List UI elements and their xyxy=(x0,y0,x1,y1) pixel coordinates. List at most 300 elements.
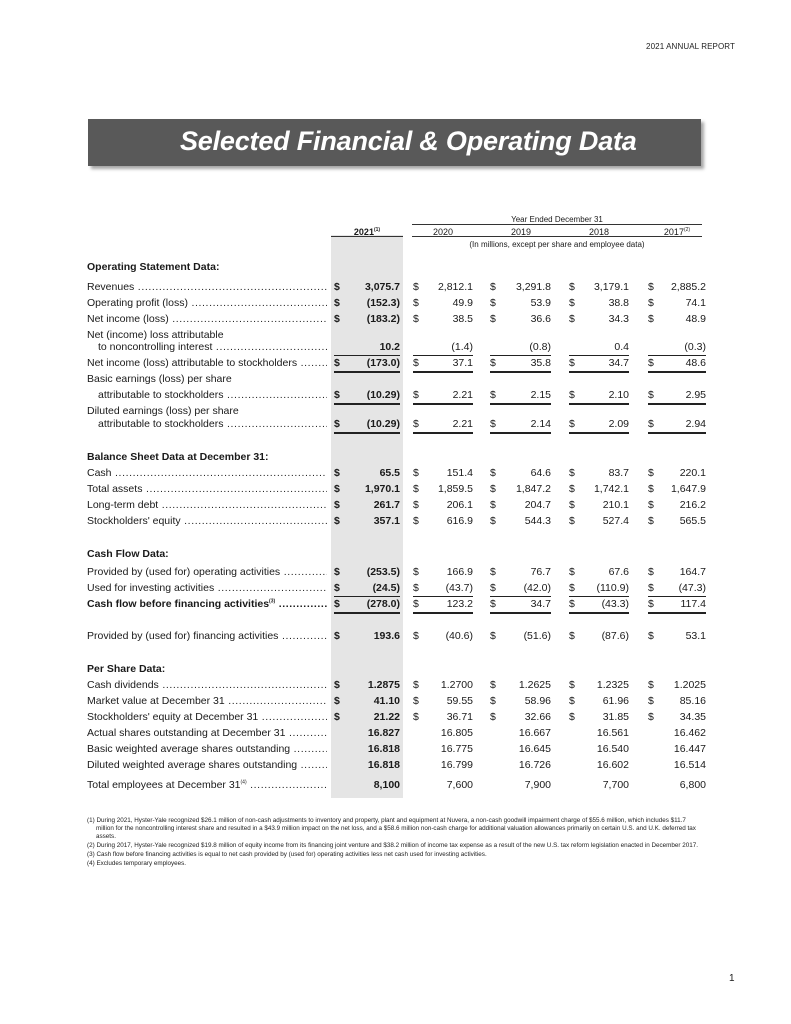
currency-symbol: $ xyxy=(569,630,575,642)
cell-value: (10.29) xyxy=(366,389,400,401)
value-cell-2017 xyxy=(648,759,706,773)
row-label xyxy=(87,329,327,341)
cell-value: 1,847.2 xyxy=(515,483,551,495)
cell-value: 16.447 xyxy=(673,743,706,755)
value-cell-2020 xyxy=(413,515,473,529)
table-row xyxy=(0,679,791,693)
value-cell-2021 xyxy=(334,357,400,373)
value-cell-2017 xyxy=(648,743,706,757)
currency-symbol: $ xyxy=(569,357,575,369)
header-underline-2021 xyxy=(331,236,403,237)
currency-symbol: $ xyxy=(413,281,419,293)
value-cell-2020 xyxy=(413,297,473,311)
currency-symbol: $ xyxy=(569,281,575,293)
footnote-1: (1) During 2021, Hyster-Yale recognized $26.1 million of non-cash adjustments to inventory and property, plant and equipment at Nuvera, a non-cash goodwill impairment charge of $55.6 million, which includes $11.7 million for the noncontrolling interest share and resulted in a $43.9 million impact on the net loss, and a $58.6 million non-cash charge for additional valuation allowances primarily on certain U.S. and U.K. deferred tax assets. xyxy=(87,817,696,840)
cell-value: 527.4 xyxy=(602,515,629,527)
value-cell-2021 xyxy=(334,467,400,481)
section-heading xyxy=(87,261,387,273)
cell-value: 151.4 xyxy=(446,467,473,479)
table-row xyxy=(0,582,791,596)
currency-symbol: $ xyxy=(334,566,340,578)
currency-symbol: $ xyxy=(490,711,496,723)
row-label xyxy=(98,341,327,353)
cell-value: 210.1 xyxy=(602,499,629,511)
value-cell-2019 xyxy=(490,389,551,405)
report-header-label: 2021 ANNUAL REPORT xyxy=(646,42,735,51)
value-cell-2019 xyxy=(490,515,551,529)
value-cell-2018 xyxy=(569,679,629,693)
currency-symbol: $ xyxy=(334,515,340,527)
value-cell-2018 xyxy=(569,779,629,793)
value-cell-2020 xyxy=(413,281,473,295)
currency-symbol: $ xyxy=(413,515,419,527)
cell-value: 85.16 xyxy=(679,695,706,707)
value-cell-2018 xyxy=(569,711,629,725)
currency-symbol: $ xyxy=(490,499,496,511)
value-cell-2019 xyxy=(490,779,551,793)
section-heading-row xyxy=(0,261,791,275)
value-cell-2020 xyxy=(413,389,473,405)
row-label xyxy=(87,630,327,642)
cell-value: 16.561 xyxy=(596,727,629,739)
table-row xyxy=(0,467,791,481)
currency-symbol: $ xyxy=(648,483,654,495)
value-cell-2021 xyxy=(334,515,400,529)
row-label-text: Total assets xyxy=(87,483,143,495)
value-cell-2021 xyxy=(334,389,400,405)
cell-value: 37.1 xyxy=(452,357,473,369)
cell-value: 59.55 xyxy=(446,695,473,707)
footnote-4: (4) Excludes temporary employees. xyxy=(87,860,187,867)
cell-value: 3,179.1 xyxy=(593,281,629,293)
currency-symbol: $ xyxy=(648,630,654,642)
value-cell-2020 xyxy=(413,695,473,709)
cell-value: 7,900 xyxy=(524,779,551,791)
cell-value: (152.3) xyxy=(366,297,400,309)
units-note: (In millions, except per share and employee data) xyxy=(469,240,645,249)
table-row xyxy=(0,405,791,419)
cell-value: 48.9 xyxy=(685,313,706,325)
currency-symbol: $ xyxy=(490,297,496,309)
cell-value: (253.5) xyxy=(366,566,400,578)
currency-symbol: $ xyxy=(334,711,340,723)
cell-value: 1,647.9 xyxy=(670,483,706,495)
cell-value: 565.5 xyxy=(679,515,706,527)
currency-symbol: $ xyxy=(490,566,496,578)
cell-value: 1.2700 xyxy=(440,679,473,691)
currency-symbol: $ xyxy=(490,630,496,642)
value-cell-2020 xyxy=(413,727,473,741)
currency-symbol: $ xyxy=(569,499,575,511)
cell-value: 216.2 xyxy=(679,499,706,511)
year-header-2017: 2017$^{(2)}$ xyxy=(663,227,691,237)
row-label xyxy=(87,727,327,739)
cell-value: 0.4 xyxy=(614,341,629,353)
cell-value: (42.0) xyxy=(523,582,551,594)
value-cell-2020 xyxy=(413,499,473,513)
value-cell-2017 xyxy=(648,297,706,311)
currency-symbol: $ xyxy=(413,499,419,511)
cell-value: 64.6 xyxy=(530,467,551,479)
currency-symbol: $ xyxy=(569,467,575,479)
year-header-2020: 2020 xyxy=(432,227,454,237)
row-label-text: Balance Sheet Data at December 31: xyxy=(87,451,269,463)
cell-value: 616.9 xyxy=(446,515,473,527)
value-cell-2017 xyxy=(648,281,706,295)
row-label xyxy=(87,582,327,594)
currency-symbol: $ xyxy=(334,679,340,691)
row-label xyxy=(87,679,327,691)
cell-value: 16.667 xyxy=(518,727,551,739)
currency-symbol: $ xyxy=(569,598,575,610)
value-cell-2021 xyxy=(334,711,400,725)
cell-value: 6,800 xyxy=(679,779,706,791)
cell-value: 1,859.5 xyxy=(437,483,473,495)
cell-value: (43.7) xyxy=(445,582,473,594)
row-label-text: Provided by (used for) financing activities xyxy=(87,630,279,642)
row-label xyxy=(87,566,327,578)
value-cell-2019 xyxy=(490,679,551,693)
currency-symbol: $ xyxy=(648,499,654,511)
currency-symbol: $ xyxy=(569,695,575,707)
currency-symbol: $ xyxy=(648,598,654,610)
currency-symbol: $ xyxy=(490,313,496,325)
section-heading-row xyxy=(0,451,791,465)
value-cell-2017 xyxy=(648,727,706,741)
table-row xyxy=(0,297,791,311)
cell-value: 204.7 xyxy=(524,499,551,511)
value-cell-2020 xyxy=(413,598,473,614)
cell-value: 2.94 xyxy=(685,418,706,430)
cell-value: 206.1 xyxy=(446,499,473,511)
currency-symbol: $ xyxy=(334,598,340,610)
value-cell-2019 xyxy=(490,467,551,481)
row-label xyxy=(87,598,327,610)
value-cell-2020 xyxy=(413,679,473,693)
cell-value: 38.5 xyxy=(452,313,473,325)
currency-symbol: $ xyxy=(413,695,419,707)
cell-value: 74.1 xyxy=(685,297,706,309)
value-cell-2020 xyxy=(413,418,473,434)
cell-value: 261.7 xyxy=(373,499,400,511)
table-row xyxy=(0,630,791,644)
value-cell-2021 xyxy=(334,727,400,741)
section-heading-row xyxy=(0,548,791,562)
cell-value: 220.1 xyxy=(679,467,706,479)
currency-symbol: $ xyxy=(490,679,496,691)
row-label xyxy=(87,515,327,527)
row-label-text: Provided by (used for) operating activities xyxy=(87,566,281,578)
currency-symbol: $ xyxy=(490,389,496,401)
table-row xyxy=(0,711,791,725)
row-label-text: Cash dividends xyxy=(87,679,159,691)
cell-value: 83.7 xyxy=(608,467,629,479)
row-label xyxy=(87,743,327,755)
table-row xyxy=(0,418,791,432)
cell-value: (47.3) xyxy=(678,582,706,594)
cell-value: 16.827 xyxy=(367,727,400,739)
value-cell-2021 xyxy=(334,630,400,644)
currency-symbol: $ xyxy=(648,679,654,691)
cell-value: 16.514 xyxy=(673,759,706,771)
table-row xyxy=(0,357,791,371)
cell-value: 16.775 xyxy=(440,743,473,755)
currency-symbol: $ xyxy=(569,582,575,594)
cell-value: (0.3) xyxy=(684,341,706,353)
cell-value: 3,291.8 xyxy=(515,281,551,293)
cell-value: (40.6) xyxy=(445,630,473,642)
currency-symbol: $ xyxy=(413,467,419,479)
currency-symbol: $ xyxy=(334,467,340,479)
currency-symbol: $ xyxy=(648,313,654,325)
row-label-text: Operating Statement Data: xyxy=(87,261,220,273)
currency-symbol: $ xyxy=(413,582,419,594)
cell-value: 16.818 xyxy=(367,743,400,755)
currency-symbol: $ xyxy=(334,297,340,309)
currency-symbol: $ xyxy=(413,357,419,369)
value-cell-2017 xyxy=(648,357,706,373)
cell-value: 2.09 xyxy=(608,418,629,430)
row-label xyxy=(87,467,327,479)
value-cell-2021 xyxy=(334,679,400,693)
value-cell-2019 xyxy=(490,313,551,327)
value-cell-2020 xyxy=(413,483,473,497)
row-label-text: Stockholders' equity at December 31 xyxy=(87,711,259,723)
row-label-text: Total employees at December 31 xyxy=(87,779,241,791)
value-cell-2020 xyxy=(413,341,473,356)
value-cell-2019 xyxy=(490,598,551,614)
value-cell-2018 xyxy=(569,389,629,405)
value-cell-2019 xyxy=(490,582,551,597)
currency-symbol: $ xyxy=(490,515,496,527)
cell-value: (183.2) xyxy=(366,313,400,325)
value-cell-2021 xyxy=(334,598,400,614)
value-cell-2020 xyxy=(413,779,473,793)
value-cell-2018 xyxy=(569,727,629,741)
cell-value: 35.8 xyxy=(530,357,551,369)
value-cell-2019 xyxy=(490,566,551,580)
value-cell-2019 xyxy=(490,695,551,709)
row-label xyxy=(87,483,327,495)
cell-value: 53.9 xyxy=(530,297,551,309)
value-cell-2021 xyxy=(334,281,400,295)
currency-symbol: $ xyxy=(569,483,575,495)
row-label-text: to noncontrolling interest xyxy=(98,341,213,353)
cell-value: (10.29) xyxy=(366,418,400,430)
currency-symbol: $ xyxy=(334,281,340,293)
cell-value: 21.22 xyxy=(373,711,400,723)
currency-symbol: $ xyxy=(490,483,496,495)
row-label xyxy=(87,405,327,417)
table-row xyxy=(0,281,791,295)
currency-symbol: $ xyxy=(413,711,419,723)
cell-value: 8,100 xyxy=(373,779,400,791)
currency-symbol: $ xyxy=(648,281,654,293)
value-cell-2021 xyxy=(334,483,400,497)
currency-symbol: $ xyxy=(490,467,496,479)
currency-symbol: $ xyxy=(334,582,340,594)
cell-value: 2,812.1 xyxy=(437,281,473,293)
currency-symbol: $ xyxy=(569,711,575,723)
row-label-text: Per Share Data: xyxy=(87,663,166,675)
value-cell-2020 xyxy=(413,313,473,327)
group-underline xyxy=(412,224,702,225)
value-cell-2018 xyxy=(569,418,629,434)
currency-symbol: $ xyxy=(334,499,340,511)
year-header-2021: 2021$^{(1)}$ xyxy=(353,227,381,237)
table-row xyxy=(0,373,791,387)
row-label-text: Used for investing activities xyxy=(87,582,215,594)
cell-value: 1.2625 xyxy=(518,679,551,691)
row-label xyxy=(87,281,327,293)
value-cell-2020 xyxy=(413,467,473,481)
cell-value: (51.6) xyxy=(523,630,551,642)
value-cell-2018 xyxy=(569,297,629,311)
currency-symbol: $ xyxy=(334,313,340,325)
section-heading xyxy=(87,548,387,560)
value-cell-2021 xyxy=(334,297,400,311)
cell-value: 16.805 xyxy=(440,727,473,739)
value-cell-2020 xyxy=(413,582,473,597)
currency-symbol: $ xyxy=(648,515,654,527)
footnotes xyxy=(87,817,702,869)
cell-value: 164.7 xyxy=(679,566,706,578)
value-cell-2017 xyxy=(648,418,706,434)
cell-value: 2.21 xyxy=(452,418,473,430)
cell-value: (278.0) xyxy=(366,598,400,610)
row-label-text: Diluted weighted average shares outstanding xyxy=(87,759,298,771)
row-label xyxy=(98,418,327,430)
currency-symbol: $ xyxy=(413,598,419,610)
row-label xyxy=(87,297,327,309)
row-label xyxy=(87,711,327,723)
cell-value: 34.7 xyxy=(608,357,629,369)
title-banner xyxy=(88,119,701,166)
table-row xyxy=(0,341,791,355)
value-cell-2020 xyxy=(413,630,473,644)
currency-symbol: $ xyxy=(413,418,419,430)
currency-symbol: $ xyxy=(334,389,340,401)
currency-symbol: $ xyxy=(413,679,419,691)
currency-symbol: $ xyxy=(490,281,496,293)
cell-value: 32.66 xyxy=(524,711,551,723)
currency-symbol: $ xyxy=(490,695,496,707)
table-row xyxy=(0,499,791,513)
value-cell-2019 xyxy=(490,711,551,725)
cell-value: 1,742.1 xyxy=(593,483,629,495)
cell-value: 1.2325 xyxy=(596,679,629,691)
value-cell-2017 xyxy=(648,515,706,529)
value-cell-2020 xyxy=(413,357,473,373)
value-cell-2017 xyxy=(648,499,706,513)
row-label-text: Net income (loss) xyxy=(87,313,169,325)
value-cell-2019 xyxy=(490,483,551,497)
currency-symbol: $ xyxy=(569,679,575,691)
value-cell-2021 xyxy=(334,779,400,793)
currency-symbol: $ xyxy=(648,418,654,430)
value-cell-2017 xyxy=(648,598,706,614)
value-cell-2017 xyxy=(648,630,706,644)
cell-value: 2.14 xyxy=(530,418,551,430)
cell-value: 34.3 xyxy=(608,313,629,325)
cell-value: 53.1 xyxy=(685,630,706,642)
row-label-text: Diluted earnings (loss) per share xyxy=(87,405,239,417)
value-cell-2017 xyxy=(648,483,706,497)
currency-symbol: $ xyxy=(569,389,575,401)
row-label-text: Basic earnings (loss) per share xyxy=(87,373,232,385)
currency-symbol: $ xyxy=(413,630,419,642)
value-cell-2020 xyxy=(413,711,473,725)
value-cell-2019 xyxy=(490,418,551,434)
currency-symbol: $ xyxy=(648,389,654,401)
cell-value: 1.2875 xyxy=(367,679,400,691)
value-cell-2021 xyxy=(334,418,400,434)
table-row xyxy=(0,598,791,612)
section-heading xyxy=(87,663,387,675)
value-cell-2020 xyxy=(413,743,473,757)
value-cell-2018 xyxy=(569,695,629,709)
value-cell-2018 xyxy=(569,582,629,597)
row-label-text: attributable to stockholders xyxy=(98,389,224,401)
row-label-text: Net income (loss) attributable to stockholders xyxy=(87,357,298,369)
value-cell-2017 xyxy=(648,695,706,709)
value-cell-2021 xyxy=(334,695,400,709)
cell-value: (173.0) xyxy=(366,357,400,369)
value-cell-2018 xyxy=(569,743,629,757)
value-cell-2018 xyxy=(569,281,629,295)
value-cell-2021 xyxy=(334,743,400,757)
table-row xyxy=(0,566,791,580)
row-label-text: Revenues xyxy=(87,281,135,293)
cell-value: 16.799 xyxy=(440,759,473,771)
cell-value: 31.85 xyxy=(602,711,629,723)
table-row xyxy=(0,779,791,793)
cell-value: (24.5) xyxy=(372,582,400,594)
cell-value: 1.2025 xyxy=(673,679,706,691)
row-label-text: Cash Flow Data: xyxy=(87,548,169,560)
value-cell-2019 xyxy=(490,341,551,356)
header-underline-years xyxy=(412,236,702,237)
row-label xyxy=(87,357,327,369)
value-cell-2018 xyxy=(569,483,629,497)
value-cell-2017 xyxy=(648,341,706,356)
row-label-text: Long-term debt xyxy=(87,499,159,511)
currency-symbol: $ xyxy=(569,566,575,578)
value-cell-2017 xyxy=(648,566,706,580)
table-row xyxy=(0,313,791,327)
row-label-text: Cash flow before financing activities xyxy=(87,598,270,610)
row-label-text: Operating profit (loss) xyxy=(87,297,188,309)
cell-value: (0.8) xyxy=(529,341,551,353)
value-cell-2019 xyxy=(490,759,551,773)
cell-value: 58.96 xyxy=(524,695,551,707)
currency-symbol: $ xyxy=(334,695,340,707)
currency-symbol: $ xyxy=(413,566,419,578)
currency-symbol: $ xyxy=(648,582,654,594)
cell-value: 16.726 xyxy=(518,759,551,771)
row-label-text: attributable to stockholders xyxy=(98,418,224,430)
cell-value: 193.6 xyxy=(373,630,400,642)
cell-value: 2.15 xyxy=(530,389,551,401)
value-cell-2017 xyxy=(648,679,706,693)
cell-value: 16.462 xyxy=(673,727,706,739)
cell-value: 49.9 xyxy=(452,297,473,309)
currency-symbol: $ xyxy=(569,418,575,430)
value-cell-2019 xyxy=(490,357,551,373)
value-cell-2021 xyxy=(334,499,400,513)
currency-symbol: $ xyxy=(648,357,654,369)
cell-value: 16.818 xyxy=(367,759,400,771)
